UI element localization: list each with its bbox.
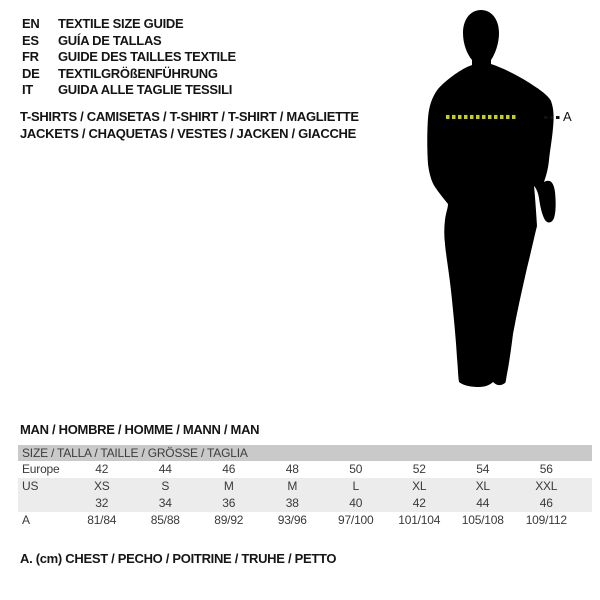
measurement-a-label: A bbox=[563, 109, 572, 124]
language-row-en bbox=[22, 16, 236, 33]
language-label: GUIDE DES TAILLES TEXTILE bbox=[58, 49, 236, 64]
section-title-man: MAN / HOMBRE / HOMME / MANN / MAN bbox=[20, 422, 260, 437]
table-cell: 93/96 bbox=[277, 513, 307, 527]
language-code: IT bbox=[22, 82, 33, 97]
table-cell: 32 bbox=[95, 496, 109, 510]
row-label bbox=[18, 495, 70, 512]
chest-measurement-leader-line bbox=[544, 116, 560, 119]
language-label: TEXTILGRÖßENFÜHRUNG bbox=[58, 65, 218, 81]
table-cell: 56 bbox=[539, 462, 553, 476]
table-cell: 36 bbox=[222, 496, 236, 510]
language-row-de bbox=[22, 66, 236, 83]
table-cell: 48 bbox=[285, 462, 299, 476]
table-cell: 42 bbox=[412, 496, 426, 510]
man-silhouette-image bbox=[415, 0, 585, 400]
table-cell: 85/88 bbox=[150, 513, 180, 527]
table-cell: M bbox=[287, 479, 298, 493]
category-tshirts: T-SHIRTS / CAMISETAS / T-SHIRT / T-SHIRT / MAGLIETTE bbox=[20, 109, 359, 124]
table-cell: S bbox=[161, 479, 170, 493]
language-label: GUIDA ALLE TAGLIE TESSILI bbox=[58, 82, 233, 97]
table-cell: 54 bbox=[476, 462, 490, 476]
table-cell: 42 bbox=[95, 462, 109, 476]
table-cell: 46 bbox=[222, 462, 236, 476]
table-cell: 52 bbox=[412, 462, 426, 476]
language-label: GUÍA DE TALLAS bbox=[58, 32, 162, 48]
table-cell: XXL bbox=[535, 479, 558, 493]
language-code: DE bbox=[22, 65, 40, 81]
language-code: EN bbox=[22, 16, 40, 31]
table-cell: M bbox=[223, 479, 234, 493]
table-row-numeric bbox=[18, 495, 592, 512]
row-label: A bbox=[22, 513, 30, 527]
table-cell: 34 bbox=[158, 496, 172, 510]
language-list bbox=[22, 16, 236, 99]
table-cell: 50 bbox=[349, 462, 363, 476]
table-row-us bbox=[18, 478, 592, 495]
table-cell: 44 bbox=[158, 462, 172, 476]
row-label: US bbox=[22, 479, 39, 493]
table-cell: XL bbox=[475, 479, 490, 493]
row-spacer bbox=[578, 461, 592, 478]
language-row-fr bbox=[22, 49, 236, 66]
size-table-header: SIZE / TALLA / TAILLE / GRÖSSE / TAGLIA bbox=[18, 445, 592, 461]
language-code: ES bbox=[22, 32, 39, 48]
table-cell: 38 bbox=[285, 496, 299, 510]
size-table bbox=[18, 445, 592, 529]
category-jackets: JACKETS / CHAQUETAS / VESTES / JACKEN / GIACCHE bbox=[20, 125, 356, 141]
table-row-europe bbox=[18, 461, 592, 478]
table-row-chest-a bbox=[18, 512, 592, 529]
table-cell: L bbox=[352, 479, 359, 493]
language-code: FR bbox=[22, 49, 39, 64]
language-row-es bbox=[22, 33, 236, 50]
chest-measurement-line bbox=[446, 115, 518, 119]
table-cell: 89/92 bbox=[214, 513, 244, 527]
language-label: TEXTILE SIZE GUIDE bbox=[58, 16, 184, 31]
table-cell: 101/104 bbox=[398, 513, 441, 527]
row-spacer bbox=[578, 495, 592, 512]
table-cell: 44 bbox=[476, 496, 490, 510]
language-row-it bbox=[22, 82, 236, 99]
table-cell: 105/108 bbox=[461, 513, 504, 527]
table-cell: 46 bbox=[539, 496, 553, 510]
table-cell: 81/84 bbox=[87, 513, 117, 527]
table-cell: 97/100 bbox=[337, 513, 374, 527]
row-spacer bbox=[578, 478, 592, 495]
table-cell: XS bbox=[93, 479, 110, 493]
table-cell: 40 bbox=[349, 496, 363, 510]
table-cell: XL bbox=[412, 479, 427, 493]
man-silhouette-figure bbox=[415, 0, 585, 400]
row-spacer bbox=[578, 512, 592, 529]
row-label: Europe bbox=[22, 462, 60, 476]
table-cell: 109/112 bbox=[525, 513, 567, 527]
garment-categories bbox=[20, 109, 359, 142]
measurement-footnote: A. (cm) CHEST / PECHO / POITRINE / TRUHE / PETTO bbox=[20, 551, 337, 566]
